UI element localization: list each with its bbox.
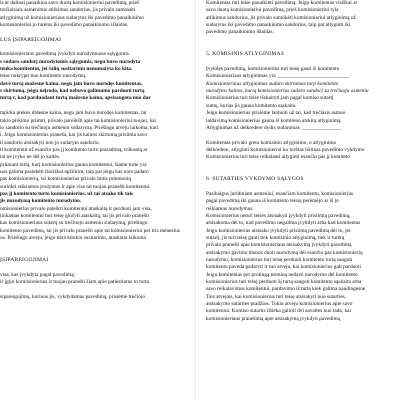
text-line: visa, kas įvykdyta pagal pavedimą; bbox=[0, 271, 75, 278]
text-line: trečiaisiais asmenimis atlikimus sandorius, jis privalo sumokėti bbox=[0, 7, 136, 14]
paragraph-gap bbox=[206, 37, 397, 44]
text-line: Komisionierius turi teise išskaityti jam pagal komiso sutartį bbox=[206, 95, 334, 102]
left-column bbox=[0, 0, 184, 400]
text-line: i. Jeigu komisionierius praneša, kai jis kainos skirtumą prisiima savo bbox=[0, 132, 148, 139]
text-line: tenka komitentui, jei šalių susitarimu nenumatyta ko kita. bbox=[0, 66, 133, 73]
paragraph-gap bbox=[0, 250, 184, 257]
text-line: tinkamas komitentui turi teisę ginčyti ataskaitą, tai jis privalo pranešti bbox=[0, 212, 149, 219]
text-line: ti sandorio atsisakyti nuo jo sudaryto sandorio. bbox=[0, 139, 100, 146]
section-heading: LUS ĮSIPAREIGOJIMAI bbox=[0, 36, 62, 43]
text-line: reikiamus nurodymus. bbox=[206, 205, 254, 212]
text-line: Jeigu komisionierius prisiėme laiduoti už tai, kad trečiasis asmuo bbox=[206, 110, 346, 117]
text-line: pas jį komitento turto komisionierius, už tai atsako tik tais bbox=[0, 190, 134, 197]
paragraph-gap bbox=[206, 162, 397, 169]
text-line: komisionieriaus pavedimą įvykdyti nurodymuose sąlygomis. bbox=[0, 51, 131, 58]
text-line: nurodymo, komisionierius turi teisę perduoti komitento turtą saugoti bbox=[206, 257, 353, 264]
text-line: atsisakymo sutarties pradžios. Tokiu atveju komisionierius apie savo bbox=[206, 301, 353, 308]
text-line: kas komisionieriaus sutartį su trečiuoju asmeniu sudarymą, priešingu bbox=[0, 220, 148, 227]
text-line: davė turtą mažesne kaina, negu jam buvo nurodęs komitentas, bbox=[0, 80, 143, 87]
text-line: surinkti reikiamus įrodymus ir apie visa tai tuojau pranešti komitentui. bbox=[0, 183, 151, 190]
text-line: pavedimo panaikinimo išlaidas. bbox=[206, 29, 274, 36]
text-line: omisionierius privalo pateikti komitentui ataskaitą ir perduoti jam visa, bbox=[0, 205, 152, 212]
text-line: atlyginimą už komisionieriaus sudarytus iki pavedimo panaikinimo bbox=[0, 14, 144, 21]
text-line: atsisakymo gavimo dienos duoti nurodymą dėl esančio pas komisionierių bbox=[206, 249, 363, 256]
text-line: Komisionierius neturi teisės atsisakyti įvykdyti prisiimtą pavedimą, bbox=[206, 212, 351, 219]
text-line: Atlyginimas už delkredere dydis sudaromas _______________ bbox=[206, 124, 342, 131]
paragraph-gap bbox=[0, 29, 184, 36]
text-line: mpirka prekes didesne kaina, negu jam buvo nurodęs komitentas, tai bbox=[0, 110, 147, 117]
text-line: is ar dalinai panaikina savo duotą komisionieriui pavedimą, prieš bbox=[0, 0, 140, 6]
text-line: Komitentas turi teise panaikinti pavedimą. Jeigu komitentas visiškai ar bbox=[206, 0, 358, 6]
paragraph-gap bbox=[0, 242, 184, 249]
text-line: privalo pranešti apie komisionieriaus atsisakymą įvykdyti pavedimą bbox=[206, 242, 352, 249]
text-line: sudarytus iki pavedimo panaikinimo sandorius, taip pat atlyginti iki bbox=[206, 22, 351, 29]
text-line: tokio pirkimo priimti, privalo pareikšti apie tai komisionieriui tuojau, kai bbox=[0, 117, 156, 124]
text-line: os. Priešingu atveju, jeigu nėra kitokio susitarimo, ataskaita laikoma bbox=[0, 235, 146, 241]
text-line: atsisakoma dėl to, kad pavedimo negalima įvykdyti arba kad komitentas bbox=[206, 220, 361, 227]
section-heading: 6. SUTARTIES VYKDYMO SĄLYGOS bbox=[206, 176, 304, 183]
text-line: atlikimus sandorius, jis privalo sumokėti komisionieriui atlyginimą už bbox=[206, 14, 356, 21]
text-line: ti komitentui už esančio pas jį komitento turto praradimą, trūkumą ar bbox=[0, 146, 148, 153]
text-line: delkredere, atlyginti komisionieriui ko turėtas būtinas pavedimo vykdymo bbox=[206, 146, 365, 153]
text-line: komitento paveda padaryti ir tuo atveju, kai komisionierius gali parduoti bbox=[206, 264, 361, 271]
text-line: pas komisionierių, tai komisionierius privalo imtis priemonių bbox=[0, 176, 132, 183]
paragraph-gap bbox=[206, 59, 397, 66]
text-line: Jeigu komisionierius atsisako įvykdyti prisiimą pavedimą dėl to, jei bbox=[206, 227, 351, 234]
text-line: Komisionieriaus atlyginimas yra ___________________________ bbox=[206, 73, 350, 80]
text-line: s sudaro sandorį nurodytomis sąlygomis, negu buvo nurodyta bbox=[0, 58, 141, 65]
right-column bbox=[206, 0, 397, 400]
text-line: Komisionierius turi teise reikalauti atlyginti esančio pas jį komiteto bbox=[206, 154, 350, 161]
text-line: komisionieriaus pranešimą apie atsisakymą įvykdyti pavedimą bbox=[206, 315, 341, 322]
paragraph-gap bbox=[0, 103, 184, 110]
text-line: savo reikalavimus komitentui, pardavimo iš turtą kiek galima naudingesne bbox=[206, 286, 366, 293]
text-line: sutartį, jis turi teisę gauti tiek komisinio atlyginimą, tiek ir turėtų bbox=[206, 235, 345, 241]
text-line: turtą r, kad parduodant turtą mažesne kaina, apsisaugota nuo dar bbox=[0, 95, 151, 102]
text-line: s skirtumą, jeigu neįrodo, kad nebuvo galimumo parduoti turtą bbox=[0, 88, 145, 95]
text-line: komisionierius turi teisę perduoti šį turtą saugoti komitento sąskaita arba bbox=[206, 279, 362, 286]
text-line: Pasibaigus juridiniam asmeniui, esančiam komitentu, komisionierius bbox=[206, 190, 354, 197]
paragraph-gap bbox=[0, 286, 184, 293]
text-line: sumų, kurias jis gauna komitento sąskaita. bbox=[206, 102, 297, 109]
text-line: ir įgijo komisionierius ir tuojau pranešti šiam apie patiestintus to turto bbox=[0, 279, 150, 286]
page-gutter bbox=[195, 0, 196, 400]
paragraph-gap bbox=[206, 44, 397, 51]
paragraph-gap bbox=[206, 132, 397, 139]
text-line: uos galima pastebėti išoriškai apžiūrint, taip pat jeigu kas nors padaro bbox=[0, 168, 149, 175]
text-line: teise nukrypti nuo komitento nurodymų. bbox=[0, 73, 87, 80]
text-line: io sandorio su trečiuoju asmeniu sudarymą. Priešingu atveju laikoma, kad bbox=[0, 124, 158, 131]
text-line: savo duotą komisionieriui pavedimą, prieš komisionieriui tyla bbox=[206, 7, 339, 14]
paragraph-gap bbox=[0, 44, 184, 51]
text-line: tai ne įvyko ne dėl jo kaltės. bbox=[0, 154, 61, 161]
text-line: jis nurodymą komitento nurodymo. bbox=[0, 198, 82, 205]
paragraph-gap bbox=[0, 264, 184, 271]
text-line: sipareigojimų, kuriuos jis, vykdydamas pavedimą, prisiėmė trečiojo bbox=[0, 293, 145, 300]
paragraph-gap bbox=[206, 169, 397, 176]
text-line: Įvykdęs pavedimą, komisionierius turi teisę gauti iš komitento bbox=[206, 66, 340, 73]
text-line: komitentui. Komiso sutartis išlieka galioti dvi savaites nuo tada, kai bbox=[206, 308, 352, 315]
text-line: nurodytos kainos, kurią komisionierius sudaro sandorį su trečiuoju asmeniu bbox=[206, 88, 369, 95]
text-line: laidavimą komisionierius gauna iš komiteno atskirą atlyginimą. bbox=[206, 117, 342, 124]
paragraph-gap bbox=[206, 184, 397, 191]
text-line: komitento pavedimą, tai jis privalo pranešti apie tai komisionieriui per tris mėnesius bbox=[0, 227, 180, 234]
text-line: Komisionieriaus atlyginimas sudaro skirtumas tarp komitento bbox=[206, 80, 339, 87]
text-line: Jeigu komitentas per protingą terminą nedavė nurodymo dėl komitento bbox=[206, 271, 358, 278]
section-heading: ĮSIPAREIGOJIMAI bbox=[0, 257, 49, 264]
text-line: priimant turtą, kurį komisionierius gauna komitentui, šiame turte yra bbox=[0, 161, 147, 168]
text-line: komisionieriui jo turėtas iki pavedimo panaikinimo išlaidas. bbox=[0, 22, 129, 29]
text-line: Komitentas privalo greta komisinio atlyginimo, o atlyginimo bbox=[206, 139, 337, 146]
text-line: Tais atvejais, kai komisionierius turi teisę atsisakyti nuo sutarties, bbox=[206, 293, 347, 300]
section-heading: 5. KOMISINIS ATLYGINIMAS bbox=[206, 51, 285, 58]
text-line: pagal pavedimą iki gauna iš komitento teisių perėmėjo ar iš jo bbox=[206, 198, 339, 205]
